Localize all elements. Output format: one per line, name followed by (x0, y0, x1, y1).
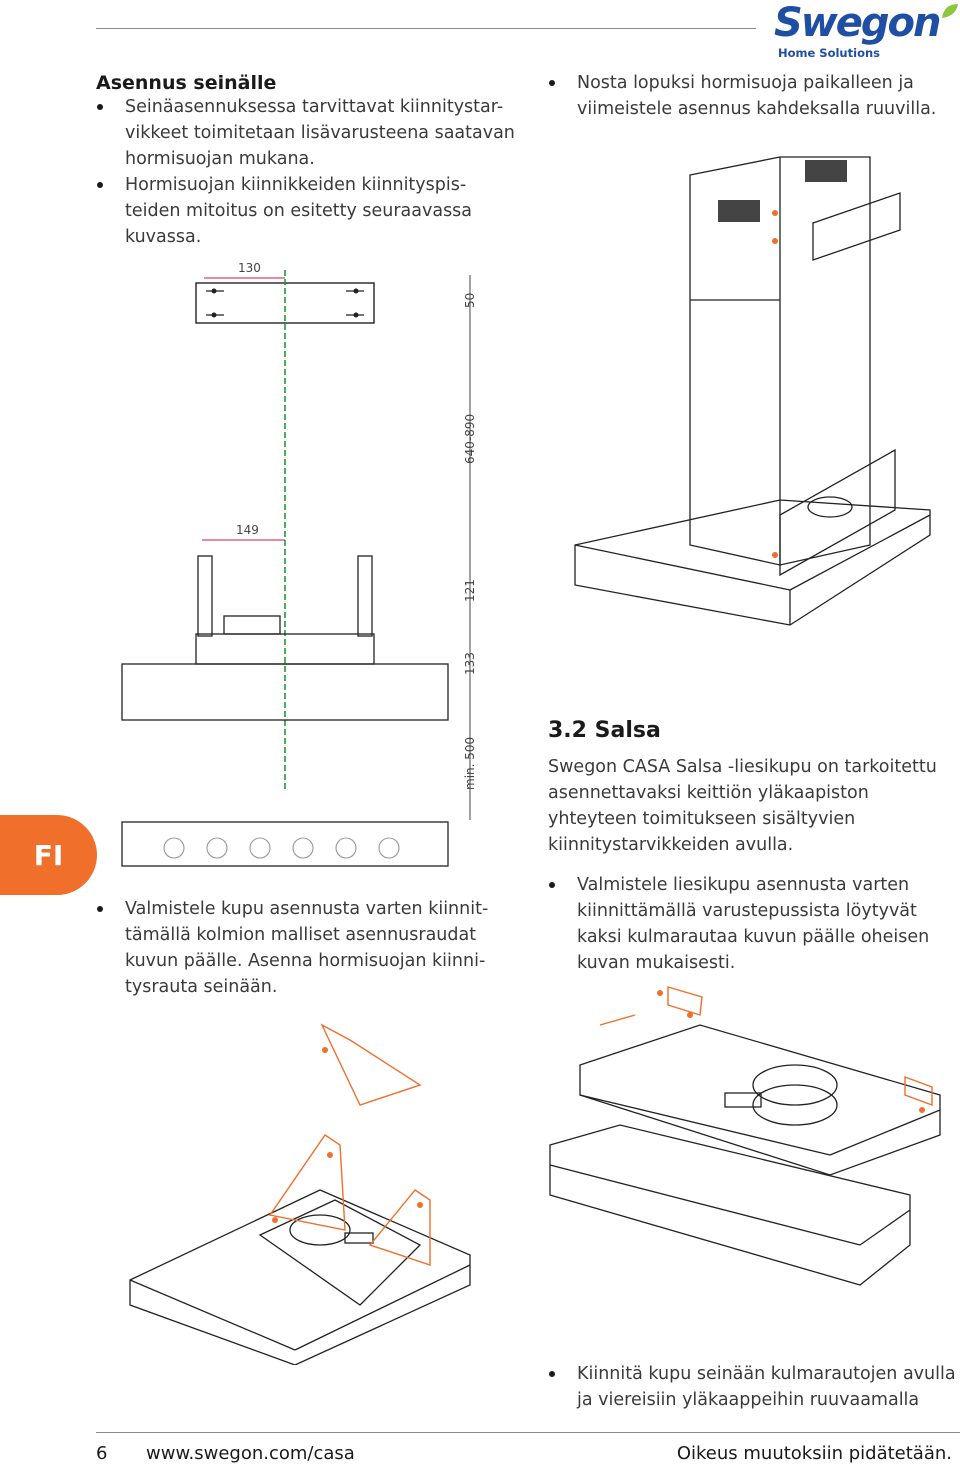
section-heading-wall-mount: Asennus seinälle (96, 72, 277, 94)
footer-notice: Oikeus muutoksiin pidätetään. (676, 1443, 952, 1464)
bullet-mount-to-wall: Kiinnitä kupu seinään kulmarautojen avulla ja viereisiin yläkaappeihin ruuvaamalla (548, 1361, 958, 1413)
page-number: 6 (96, 1443, 108, 1464)
brand-name: Swegon (774, 0, 940, 46)
footer-url[interactable]: www.swegon.com/casa (146, 1443, 355, 1464)
brand-logo (770, 0, 960, 62)
bullet-salsa-prepare: Valmistele liesikupu asennusta varten kiinnittämällä varustepussista löytyvät kaksi kulmarautaa kuvun päälle oheisen kuvan mukaisesti. (548, 872, 948, 976)
mount-to-wall-bullet (548, 1361, 958, 1413)
hood-with-brackets-drawing (120, 1005, 480, 1365)
final-step-bullet (548, 70, 943, 122)
salsa-hood-drawing (540, 985, 950, 1305)
dim-min500-label: min. 500 (463, 736, 477, 790)
bullet-dimensions: Hormisuojan kiinnikkeiden kiinnityspis-teiden mitoitus on esitetty seuraavassa kuvassa. (96, 172, 516, 250)
leaf-icon (940, 2, 960, 22)
dim-640-890-label: 640-890 (463, 413, 477, 464)
prepare-hood-bullet (96, 896, 496, 1000)
dim-149-label: 149 (236, 523, 259, 537)
wall-mount-dimension-drawing (110, 250, 490, 870)
language-tab-fi: FI (0, 815, 97, 895)
brand-tagline: Home Solutions (778, 46, 880, 60)
header-rule (96, 28, 756, 29)
bullet-fasteners: Seinäasennuksessa tarvittavat kiinnitystar-vikkeet toimitetaan lisävarusteena saatavan hormisuojan mukana. (96, 94, 516, 172)
footer-rule (96, 1432, 960, 1433)
section-title-salsa: 3.2 Salsa (548, 718, 661, 743)
wall-mount-bullets (96, 94, 516, 250)
chimney-hood-drawing (565, 135, 955, 630)
dim-133-label: 133 (463, 652, 477, 675)
dim-50-label: 50 (463, 292, 477, 308)
bullet-lift-chimney: Nosta lopuksi hormisuoja paikalleen ja viimeistele asennus kahdeksalla ruuvilla. (548, 70, 943, 122)
salsa-prepare-bullet (548, 872, 948, 976)
bullet-prepare-hood: Valmistele kupu asennusta varten kiinnit-tämällä kolmion malliset asennusraudat kuvun päälle. Asenna hormisuojan kiinni-tysrauta seinään. (96, 896, 496, 1000)
dim-130-label: 130 (238, 261, 261, 275)
dim-121-label: 121 (463, 579, 477, 602)
salsa-intro-paragraph: Swegon CASA Salsa -liesikupu on tarkoitettu asennettavaksi keittiön yläkaapiston yhteyteen toimitukseen sisältyvien kiinnitystarvikkeiden avulla. (548, 757, 937, 855)
